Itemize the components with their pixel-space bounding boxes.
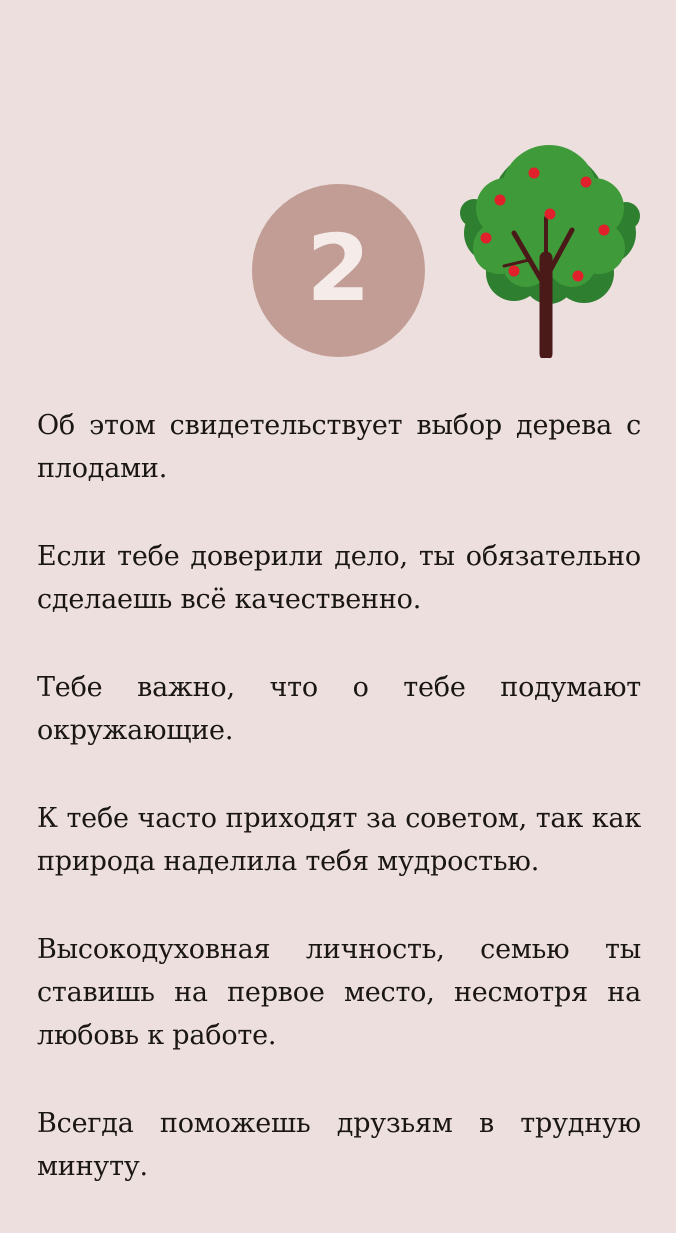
paragraph: Об этом свидетельствует выбор дерева с плодами. (37, 410, 641, 484)
apple-tree-icon (454, 138, 644, 358)
paragraph: Тебе важно, что о тебе подумают окружающие. (37, 672, 641, 746)
paragraph: Если тебе доверили дело, ты обязательно сделаешь всё качественно. (37, 541, 641, 615)
step-number: 2 (306, 214, 371, 322)
text-content (37, 404, 641, 1233)
step-number-badge (252, 184, 425, 357)
paragraph: К тебе часто приходят за советом, так как природа наделила тебя мудростью. (37, 803, 641, 877)
paragraph: Всегда поможешь друзьям в трудную минуту. (37, 1108, 641, 1182)
paragraph: Высокодуховная личность, семью ты ставишь на первое место, несмотря на любовь к работе. (37, 934, 641, 1051)
